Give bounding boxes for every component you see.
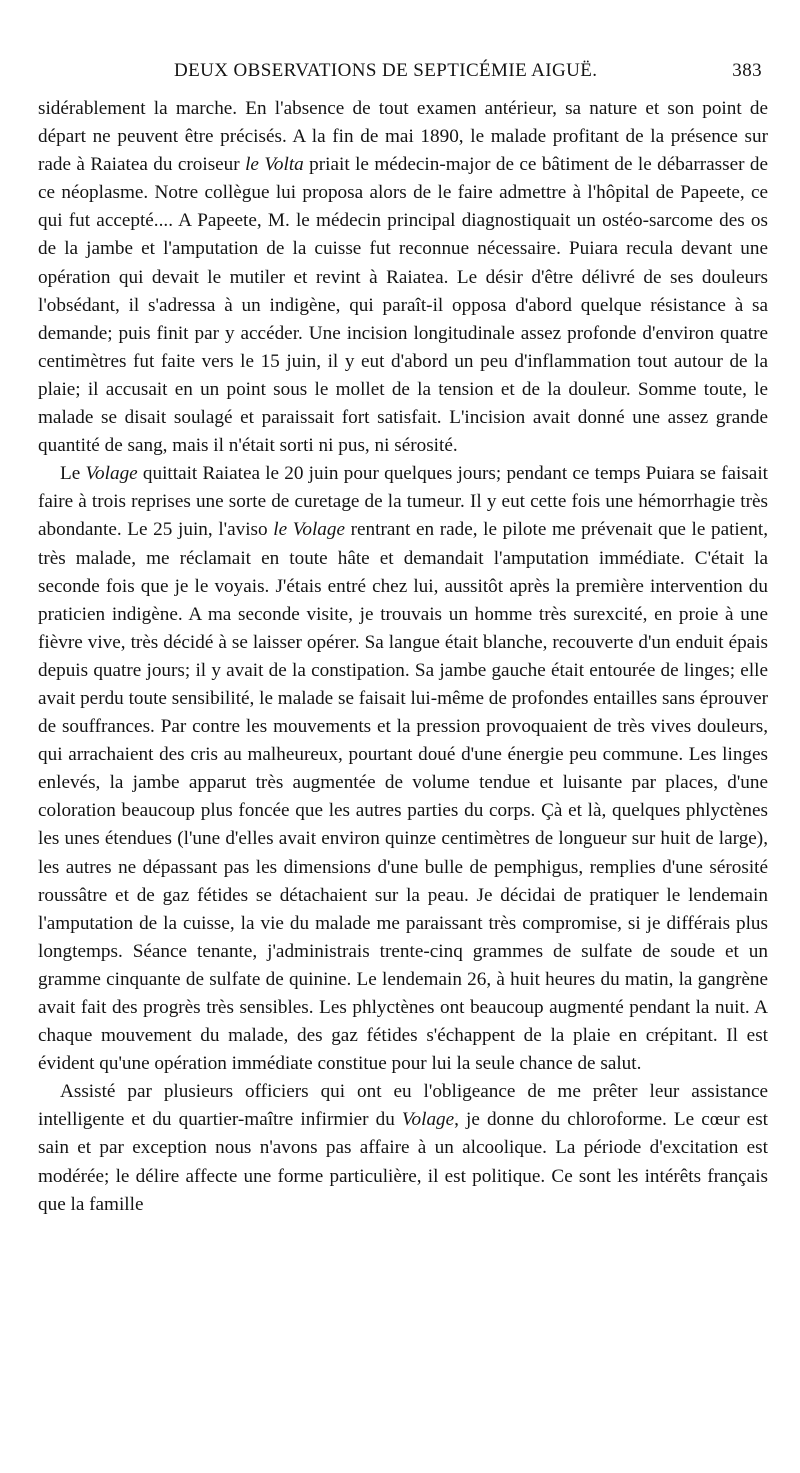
text-segment: priait le médecin-major de ce bâtiment de le débarrasser de ce néoplasme. Notre collègue lui proposa alors de le faire admettre à l'hôpital de Papeete, ce qui fut accepté.... A Papeete, M. le médecin principal diagnostiquait un ostéo-sarcome des os de la jambe et l'amputation de la cuisse fut reconnue nécessaire. Puiara recula devant une opération qui devait le mutiler et revint à Raiatea. Le désir d'être délivré de ses douleurs l'obsédant, il s'adressa à un indigène, qui paraît-il opposa d'abord quelque résistance à sa demande; puis finit par y accéder. Une incision longitudinale assez profonde d'environ quatre centimètres fut faite vers le 15 juin, il y eut d'abord un peu d'inflammation tout autour de la plaie; il accusait en un point sous le mollet de la tension et de la douleur. Somme toute, le malade se disait soulagé et paraissait fort satisfait. L'incision avait donné une assez grande quantité de sang, mais il n'était sorti ni pus, ni sérosité. <box>38 154 769 457</box>
body-text <box>38 95 768 1219</box>
text-segment: , je donne du chloroforme. Le cœur est sain et par exception nous n'avons pas affaire à un alcoolique. La période d'excitation est modérée; le délire affecte une forme particulière, il est politique. Ce sont les intérêts français que la famille <box>38 1109 768 1215</box>
page-number: 383 <box>732 60 762 81</box>
text-segment: rentrant en rade, le pilote me prévenait que le patient, très malade, me réclamait en toute hâte et demandait l'amputation immédiate. C'était la seconde fois que je le voyais. J'étais entré chez lui, aussitôt après la première intervention du praticien indigène. A ma seconde visite, je trouvais un homme très surexcité, en proie à une fièvre vive, très décidé à se laisser opérer. Sa langue était blanche, recouverte d'un enduit épais depuis quatre jours; il y avait de la constipation. Sa jambe gauche était entourée de linges; elle avait perdu toute sensibilité, le malade se faisait lui-même de profondes entailles sans éprouver de souffrances. Par contre les mouvements et la pression provoquaient de très vives douleurs, qui arrachaient des cris au malheureux, pourtant doué d'une énergie peu commune. Les linges enlevés, la jambe apparut très augmentée de volume tendue et luisante par places, d'une coloration beaucoup plus foncée que les autres parties du corps. Çà et là, quelques phlyctènes les unes étendues (l'une d'elles avait environ quinze centimètres de longueur sur huit de large), les autres ne dépassant pas les dimensions d'une bulle de pemphigus, remplies d'une sérosité roussâtre et de gaz fétides se détachaient sur la peau. Je décidai de pratiquer le lendemain l'amputation de la cuisse, la vie du malade me paraissant très compromise, si je différais plus longtemps. Séance tenante, j'administrais trente-cinq grammes de sulfate de soude et un gramme cinquante de sulfate de quinine. Le lendemain 26, à huit heures du matin, la gangrène avait fait des progrès très sensibles. Les phlyctènes ont beaucoup augmenté pendant la nuit. A chaque mouvement du malade, des gaz fétides s'échappent de la plaie en crépitant. Il est évident qu'une opération immédiate constitue pour lui la seule chance de salut. <box>38 519 768 1075</box>
ship-name-italic: le Volta <box>245 154 304 176</box>
text-segment: sidérablement la marche. En l'absence de tout examen antérieur, sa nature et son point de départ ne peuvent être précisés. A la fin de mai 1890, le malade profitant de la présence sur rade à Raiatea du croiseur <box>38 98 768 176</box>
paragraph-3 <box>38 1078 768 1218</box>
ship-name-italic: Volage <box>401 1109 455 1131</box>
text-segment: Assisté par plusieurs officiers qui ont eu l'obligeance de me prêter leur assistance intelligente et du quartier-maître infirmier du <box>38 1081 768 1131</box>
text-segment: quittait Raiatea le 20 juin pour quelques jours; pendant ce temps Puiara se faisait faire à trois reprises une sorte de curetage de la tumeur. Il y eut cette fois une hémorrhagie très abondante. Le 25 juin, l'aviso <box>38 463 768 541</box>
running-head <box>38 60 762 90</box>
ship-name-italic: Volage <box>85 463 138 485</box>
ship-name-italic: le Volage <box>273 519 345 541</box>
paragraph-2 <box>38 460 768 1078</box>
text-segment: Le <box>60 463 86 485</box>
paragraph-1 <box>38 95 768 460</box>
running-title: DEUX OBSERVATIONS DE SEPTICÉMIE AIGUË. <box>174 60 598 81</box>
